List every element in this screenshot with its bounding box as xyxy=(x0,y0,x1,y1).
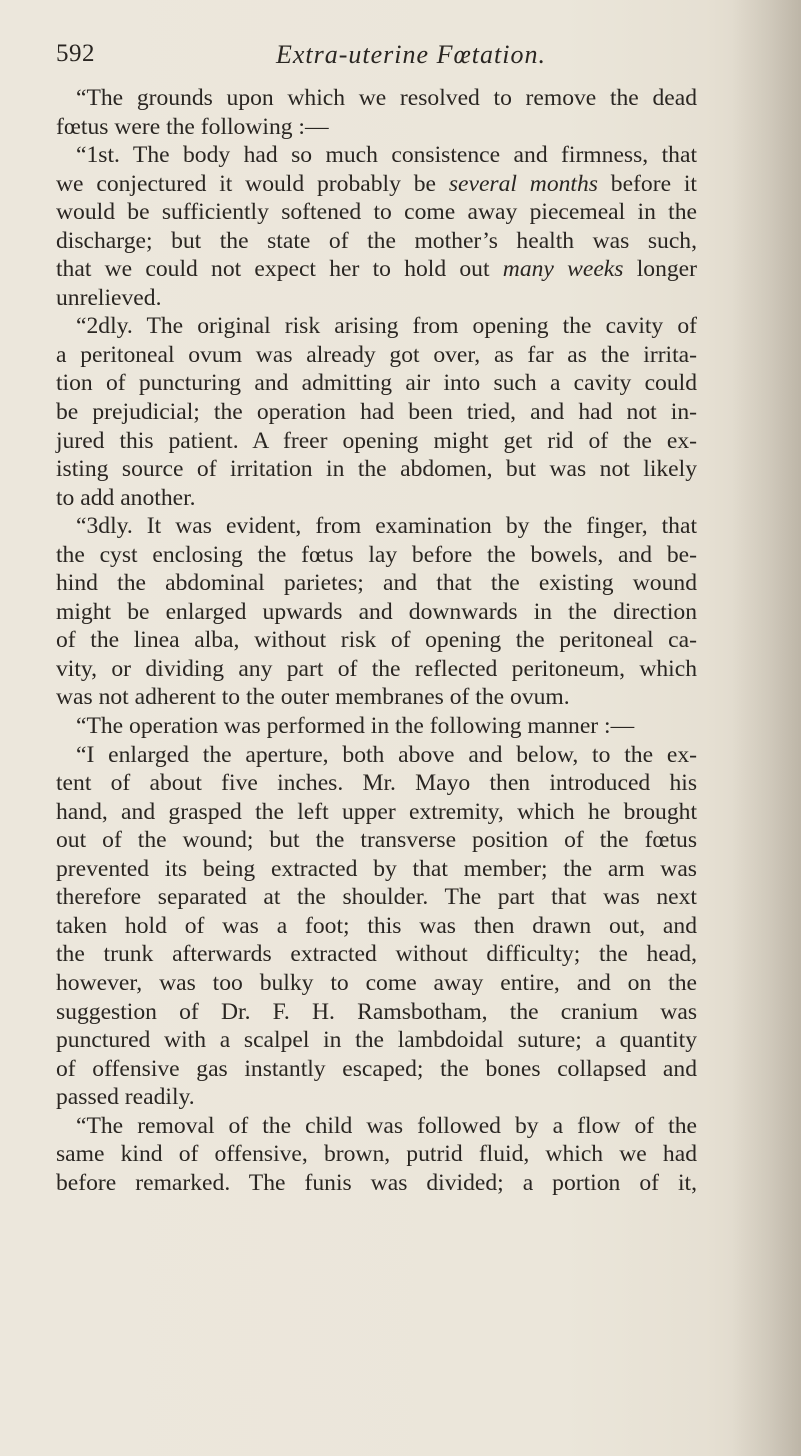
text-line: “The operation was performed in the following manner :— xyxy=(76,713,635,740)
text-line: taken hold of was a foot; this was then drawn out, and xyxy=(56,912,697,939)
text-line: a peritoneal ovum was already got over, as far as the irrita- xyxy=(56,341,697,368)
text-line: was not adherent to the outer membranes of the ovum. xyxy=(56,684,570,711)
text-run: before it xyxy=(597,170,697,197)
text-line: passed readily. xyxy=(56,1084,195,1111)
text-line: punctured with a scalpel in the lambdoidal suture; a quantity xyxy=(56,1027,697,1054)
text-run: we conjectured it would probably be xyxy=(56,170,449,197)
text-line: discharge; but the state of the mother’s health was such, xyxy=(56,227,697,254)
text-line: “The grounds upon which we resolved to remove the dead xyxy=(76,85,697,111)
running-head xyxy=(56,40,696,80)
text-line: hind the abdominal parietes; and that the existing wound xyxy=(56,570,697,597)
running-title: Extra-uterine Fœtation. xyxy=(276,40,546,69)
text-line: before remarked. The funis was divided; a portion of it, xyxy=(56,1169,697,1196)
italic-text: many weeks xyxy=(502,256,624,283)
text-line: prevented its being extracted by that member; the arm was xyxy=(56,855,697,882)
text-line: the trunk afterwards extracted without difficulty; the head, xyxy=(56,941,697,968)
text-line: “I enlarged the aperture, both above and below, to the ex- xyxy=(76,741,697,768)
text-line: suggestion of Dr. F. H. Ramsbotham, the cranium was xyxy=(56,998,697,1025)
text-line: vity, or dividing any part of the reflected peritoneum, which xyxy=(56,655,697,682)
text-line: of the linea alba, without risk of opening the peritoneal ca- xyxy=(56,627,697,654)
text-line: the cyst enclosing the fœtus lay before the bowels, and be- xyxy=(56,541,697,568)
text-line xyxy=(56,255,697,284)
text-line: to add another. xyxy=(56,484,196,511)
text-line: jured this patient. A freer opening might get rid of the ex- xyxy=(56,427,697,454)
text-line: “3dly. It was evident, from examination by the finger, that xyxy=(76,513,697,540)
text-line: “1st. The body had so much consistence and firmness, that xyxy=(76,142,697,169)
text-line: tent of about five inches. Mr. Mayo then introduced his xyxy=(56,770,697,797)
text-line: hand, and grasped the left upper extremity, which he brought xyxy=(56,798,697,825)
text-line: “2dly. The original risk arising from opening the cavity of xyxy=(76,313,697,340)
text-line: “The removal of the child was followed by a flow of the xyxy=(76,1112,697,1139)
text-run: longer xyxy=(623,256,697,283)
page-gutter-shadow xyxy=(731,0,801,1456)
italic-text: several months xyxy=(448,170,598,197)
text-run: that we could not expect her to hold out xyxy=(56,256,503,283)
text-line: be prejudicial; the operation had been tried, and had not in- xyxy=(56,399,697,426)
body-text xyxy=(56,84,697,1197)
text-line: would be sufficiently softened to come away piecemeal in the xyxy=(56,199,697,226)
text-line: same kind of offensive, brown, putrid fluid, which we had xyxy=(56,1141,697,1168)
text-line: might be enlarged upwards and downwards in the direction xyxy=(56,598,697,625)
text-line: out of the wound; but the transverse position of the fœtus xyxy=(56,827,697,854)
text-line xyxy=(56,170,697,199)
text-line: therefore separated at the shoulder. The part that was next xyxy=(56,884,697,911)
text-line: unrelieved. xyxy=(56,284,162,311)
text-line: however, was too bulky to come away entire, and on the xyxy=(56,969,697,996)
text-line: isting source of irritation in the abdomen, but was not likely xyxy=(56,456,697,483)
text-line: of offensive gas instantly escaped; the bones collapsed and xyxy=(56,1055,697,1082)
text-line: fœtus were the following :— xyxy=(56,113,329,140)
page-number: 592 xyxy=(56,40,95,67)
text-line: tion of puncturing and admitting air into such a cavity could xyxy=(56,370,697,397)
